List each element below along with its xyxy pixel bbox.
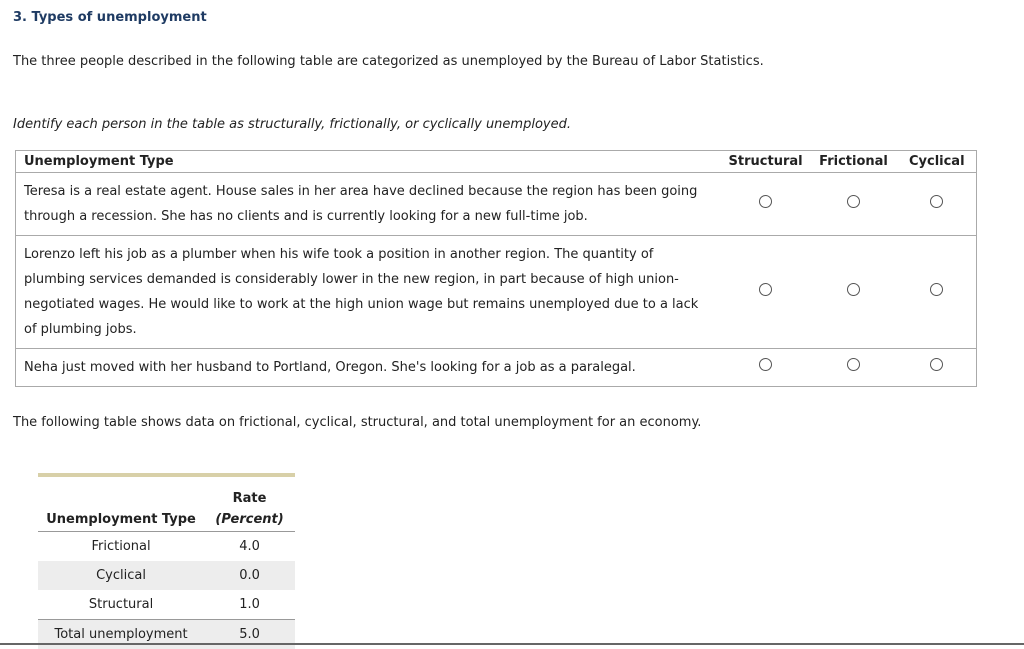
total-type-cell: Total unemployment bbox=[38, 620, 204, 649]
col-header-frictional: Frictional bbox=[810, 151, 898, 173]
intro-text: The three people described in the following table are categorized as unemployed by the Bureau of Labor Statistics. bbox=[13, 54, 764, 69]
rate-value-cell: 4.0 bbox=[204, 532, 295, 562]
rate-value-cell: 0.0 bbox=[204, 561, 295, 590]
radio-lorenzo-frictional[interactable] bbox=[847, 283, 860, 296]
col-header-structural: Structural bbox=[722, 151, 810, 173]
table-row bbox=[38, 590, 295, 620]
classification-header-row bbox=[16, 151, 977, 173]
row-description-lorenzo: Lorenzo left his job as a plumber when his wife took a position in another region. The quantity of plumbing services demanded is considerably lower in the new region, in part because of high union-negotiated wages. He would like to work at the high union wage but remains unemployed due to a lack of plumbing jobs. bbox=[16, 236, 722, 349]
instruction-text: Identify each person in the table as structurally, frictionally, or cyclically unemployed. bbox=[13, 117, 571, 132]
rate-unit-header: (Percent) bbox=[204, 508, 295, 532]
table-row bbox=[16, 236, 977, 349]
radio-neha-structural[interactable] bbox=[759, 358, 772, 371]
rate-header: Rate bbox=[204, 477, 295, 508]
rate-table bbox=[38, 477, 295, 649]
section-title: 3. Types of unemployment bbox=[13, 10, 207, 25]
radio-lorenzo-cyclical[interactable] bbox=[930, 283, 943, 296]
total-value-cell: 5.0 bbox=[204, 620, 295, 649]
radio-neha-cyclical[interactable] bbox=[930, 358, 943, 371]
col-header-cyclical: Cyclical bbox=[898, 151, 977, 173]
table-row bbox=[16, 173, 977, 236]
table-row bbox=[38, 561, 295, 590]
classification-table bbox=[15, 150, 977, 387]
table-row bbox=[16, 349, 977, 387]
rate-type-cell: Frictional bbox=[38, 532, 204, 562]
rate-table-container bbox=[38, 473, 295, 649]
radio-teresa-frictional[interactable] bbox=[847, 195, 860, 208]
rate-value-cell: 1.0 bbox=[204, 590, 295, 620]
radio-lorenzo-structural[interactable] bbox=[759, 283, 772, 296]
rate-type-cell: Cyclical bbox=[38, 561, 204, 590]
radio-neha-frictional[interactable] bbox=[847, 358, 860, 371]
table-row bbox=[38, 532, 295, 562]
radio-teresa-cyclical[interactable] bbox=[930, 195, 943, 208]
rate-type-cell: Structural bbox=[38, 590, 204, 620]
row-description-teresa: Teresa is a real estate agent. House sales in her area have declined because the region has been going through a recession. She has no clients and is currently looking for a new full-time job. bbox=[16, 173, 722, 236]
rate-table-intro: The following table shows data on frictional, cyclical, structural, and total unemployment for an economy. bbox=[13, 415, 701, 430]
col-header-type: Unemployment Type bbox=[16, 151, 722, 173]
rate-type-header: Unemployment Type bbox=[38, 508, 204, 532]
row-description-neha: Neha just moved with her husband to Portland, Oregon. She's looking for a job as a paralegal. bbox=[16, 349, 722, 387]
radio-teresa-structural[interactable] bbox=[759, 195, 772, 208]
